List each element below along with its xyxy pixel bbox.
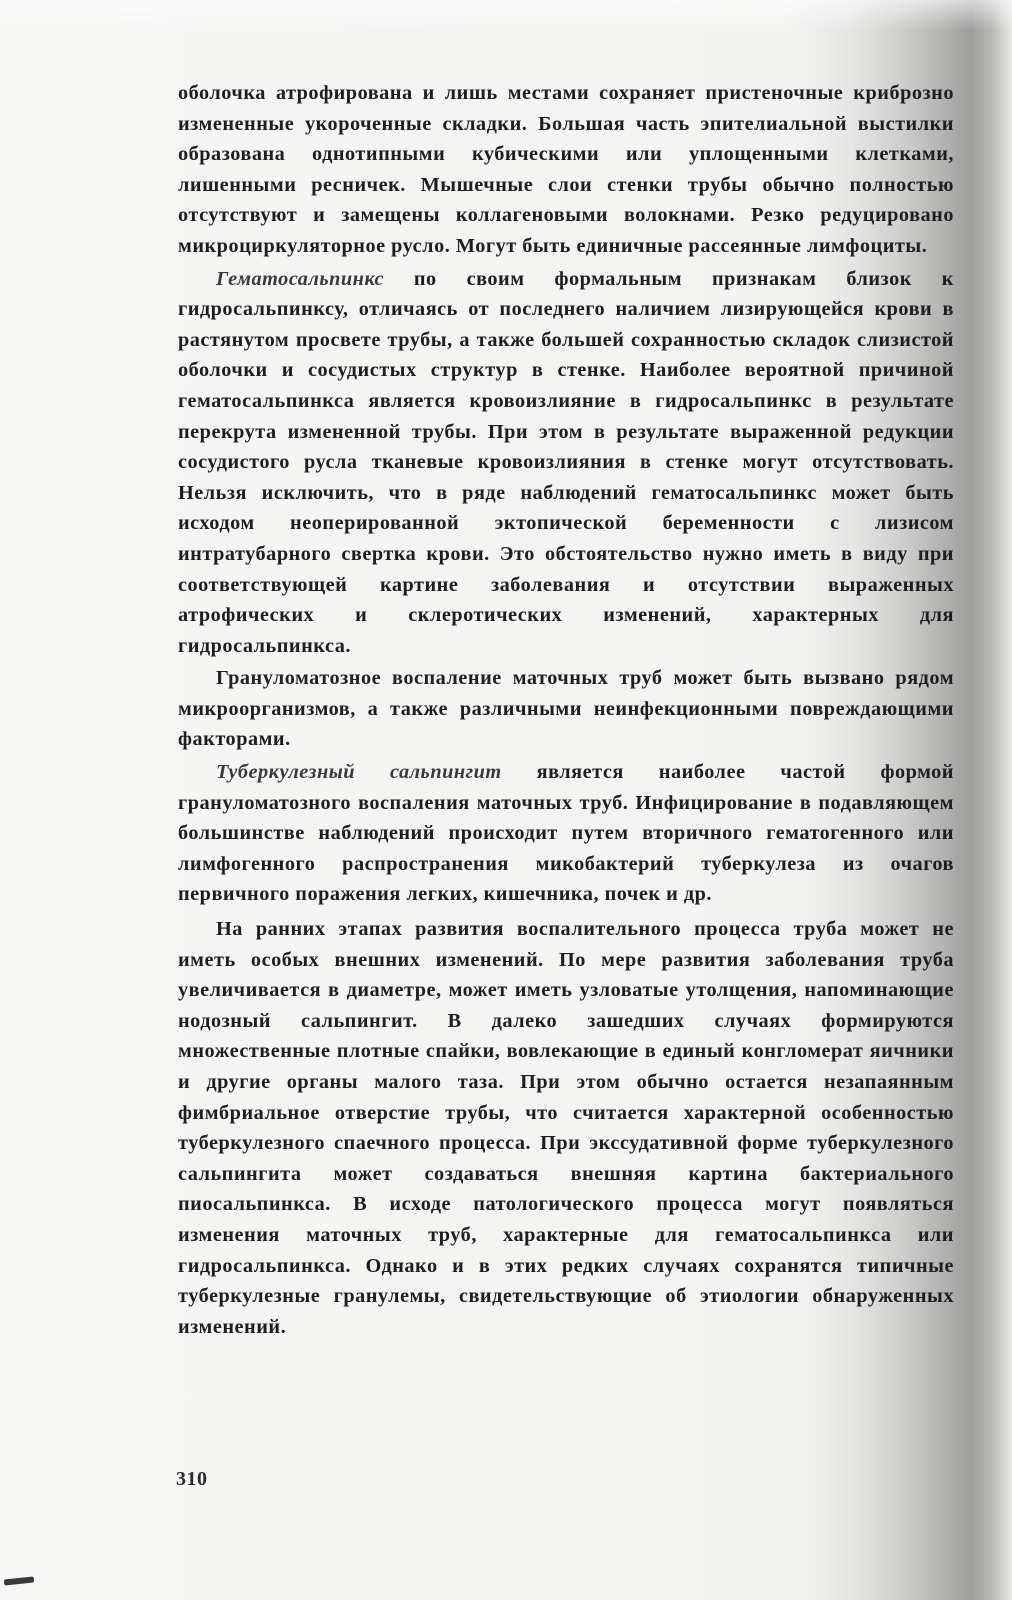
paragraph-4-text: является наиболее частой формой грануломатозного воспаления маточных труб. Инфицирование в подавляющем большинстве наблюдений происходит путем вторичного гематогенного или лимфогенного распространения микобактерий туберкулеза из очагов первичного поражения легких, кишечника, почек и др. — [178, 761, 954, 906]
term-granulomatous-inflammation: Грануломатозное воспаление — [216, 667, 502, 690]
paragraph-3-text: маточных труб может быть вызвано рядом микроорганизмов, а также различными неинфекционными повреждающими факторами. — [178, 667, 955, 751]
paragraph-1 — [178, 78, 954, 262]
paragraph-4 — [178, 757, 954, 910]
paragraph-5 — [178, 914, 954, 1342]
paragraph-3 — [178, 663, 954, 755]
body-text — [178, 78, 954, 1342]
term-tuberculous-salpingitis: Туберкулезный сальпингит — [216, 761, 502, 784]
scan-corner-mark — [4, 1576, 34, 1585]
paragraph-2 — [178, 264, 954, 662]
page-top-shade — [0, 0, 1012, 30]
paragraph-1-text: оболочка атрофирована и лишь местами сохраняет пристеночные криброзно измененные укороченные складки. Большая часть эпителиальной выстилки образована однотипными кубическими или уплощенными клетками, лишенными ресничек. Мышечные слои стенки трубы обычно полностью отсутствуют и замещены коллагеновыми волокнами. Резко редуцировано микроциркуляторное русло. Могут быть единичные рассеянные лимфоциты. — [178, 82, 954, 257]
page-number: 310 — [176, 1468, 208, 1490]
paragraph-5-text: На ранних этапах развития воспалительного процесса труба может не иметь особых внешних изменений. По мере развития заболевания труба увеличивается в диаметре, может иметь узловатые утолщения, напоминающие нодозный сальпингит. В далеко зашедших случаях формируются множественные плотные спайки, вовлекающие в единый конгломерат яичники и другие органы малого таза. При этом обычно остается незапаянным фимбриальное отверстие трубы, что считается характерной особенностью туберкулезного спаечного процесса. При экссудативной форме туберкулезного сальпингита может создаваться внешняя картина бактериального пиосальпинкса. В исходе патологического процесса могут появляться изменения маточных труб, характерные для гематосальпинкса или гидросальпинкса. Однако и в этих редких случаях сохранятся типичные туберкулезные гранулемы, свидетельствующие об этиологии обнаруженных изменений. — [178, 918, 954, 1338]
term-hematosalpinx: Гематосальпинкс — [216, 267, 384, 290]
paragraph-2-text: по своим формальным признакам близок к гидросальпинксу, отличаясь от последнего наличием лизирующейся крови в растянутом просвете трубы, а также большей сохранностью складок слизистой оболочки и сосудистых структур в стенке. Наиболее вероятной причиной гематосальпинкса является кровоизлияние в гидросальпинкс в результате перекрута измененной трубы. При этом в результате выраженной редукции сосудистого русла тканевые кровоизлияния в стенке могут отсутствовать. Нельзя исключить, что в ряде наблюдений гематосальпинкс может быть исходом неоперированной эктопической беременности с лизисом интратубарного свертка крови. Это обстоятельство нужно иметь в виду при соответствующей картине заболевания и отсутствии выраженных атрофических и склеротических изменений, характерных для гидросальпинкса. — [178, 267, 954, 657]
